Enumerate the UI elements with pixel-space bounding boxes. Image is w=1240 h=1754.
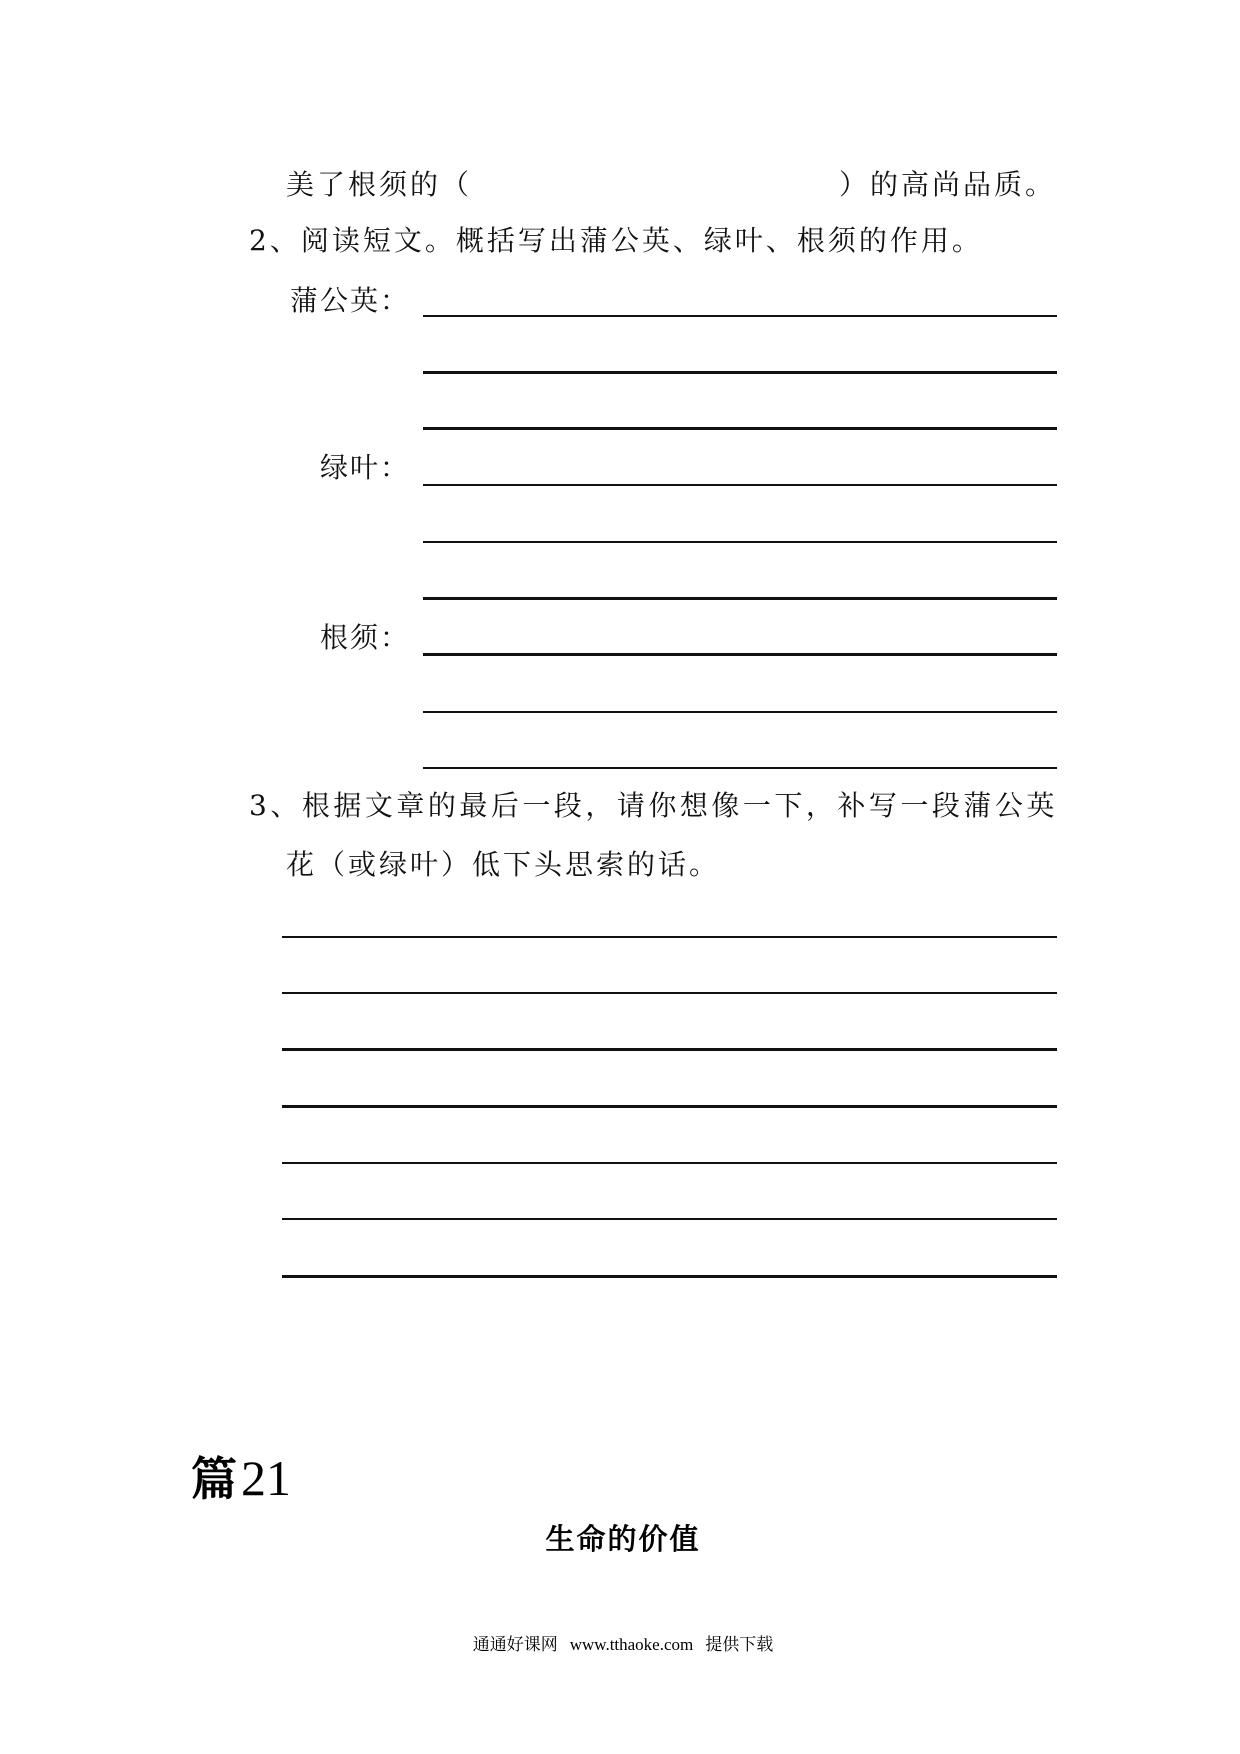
footer-suffix: 提供下载 (705, 1635, 774, 1654)
q2-answer-line (423, 767, 1057, 769)
q2-answer-line (423, 427, 1057, 430)
q2-answer-line (423, 371, 1057, 374)
footer-site-name: 通通好课网 (472, 1635, 558, 1654)
q2-label-root: 根须： (319, 621, 410, 654)
footer-url: www.tthaoke.com (569, 1635, 694, 1654)
q3-answer-line (282, 1105, 1057, 1108)
q2-answer-line (423, 653, 1057, 656)
q2-answer-line (423, 541, 1057, 543)
q1-tail-before: 美了根须的（ (286, 168, 473, 201)
section-heading (191, 1450, 291, 1518)
q2-answer-line (423, 315, 1057, 317)
q3-prompt-line2: 花（或绿叶）低下头思索的话。 (286, 848, 721, 881)
section-heading-char: 篇 (191, 1452, 237, 1506)
q3-answer-line (282, 1218, 1057, 1220)
q2-label-green-leaf: 绿叶： (319, 451, 410, 484)
q3-answer-line (282, 1275, 1057, 1278)
q3-answer-line (282, 992, 1057, 994)
q1-tail-after: ）的高尚品质。 (838, 168, 1056, 201)
q3-answer-line (282, 1162, 1057, 1164)
section-heading-number: 21 (241, 1450, 291, 1506)
q2-answer-line (423, 484, 1057, 486)
q2-prompt: 2、阅读短文。概括写出蒲公英、绿叶、根须的作用。 (249, 224, 983, 257)
q2-answer-line (423, 597, 1057, 600)
q3-answer-line (282, 1048, 1057, 1051)
q3-prompt-line1: 3、根据文章的最后一段，请你想像一下，补写一段蒲公英 (249, 789, 1058, 822)
q2-label-dandelion: 蒲公英： (289, 284, 410, 317)
article-title: 生命的价值 (545, 1522, 701, 1556)
page-footer (0, 1634, 1240, 1656)
q3-answer-line (282, 936, 1057, 938)
q2-answer-line (423, 711, 1057, 713)
